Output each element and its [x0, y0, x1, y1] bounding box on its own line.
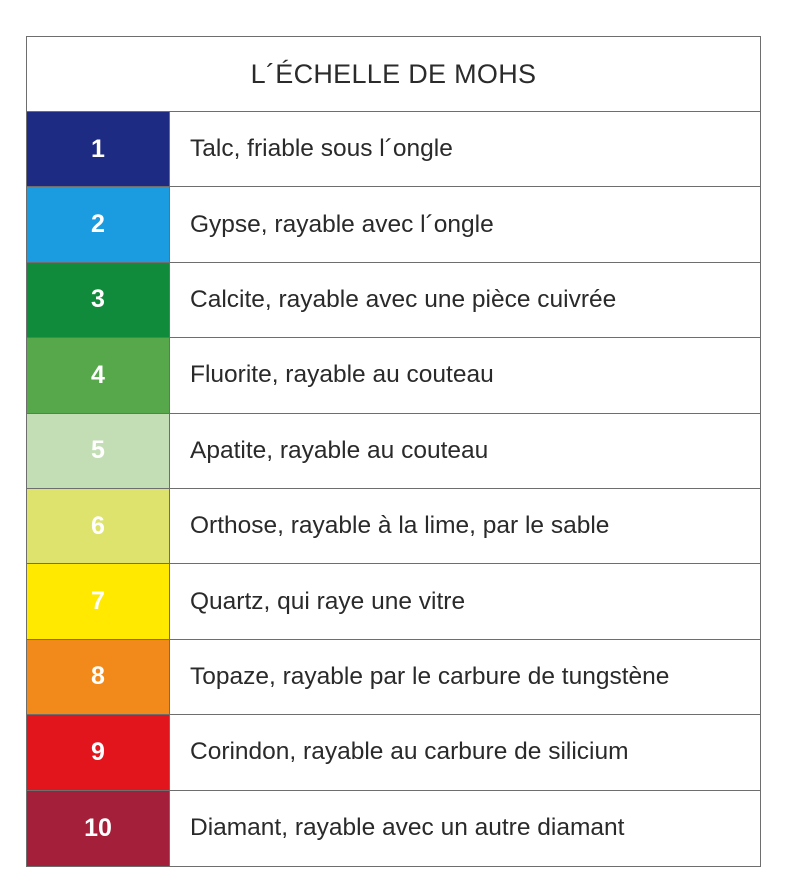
mineral-description-cell: Corindon, rayable au carbure de silicium — [169, 715, 760, 789]
hardness-level-cell: 3 — [27, 263, 169, 337]
table-row — [27, 112, 760, 187]
hardness-level-cell: 2 — [27, 187, 169, 261]
mineral-description-cell: Quartz, qui raye une vitre — [169, 564, 760, 638]
mohs-scale-table — [26, 36, 761, 867]
hardness-level-cell: 5 — [27, 414, 169, 488]
table-row — [27, 187, 760, 262]
mineral-description-cell: Fluorite, rayable au couteau — [169, 338, 760, 412]
hardness-level-cell: 8 — [27, 640, 169, 714]
table-row — [27, 338, 760, 413]
mineral-description-cell: Topaze, rayable par le carbure de tungstène — [169, 640, 760, 714]
hardness-level-cell: 9 — [27, 715, 169, 789]
mineral-description-cell: Apatite, rayable au couteau — [169, 414, 760, 488]
hardness-level-cell: 4 — [27, 338, 169, 412]
mineral-description-cell: Calcite, rayable avec une pièce cuivrée — [169, 263, 760, 337]
table-row — [27, 489, 760, 564]
mineral-description-cell: Orthose, rayable à la lime, par le sable — [169, 489, 760, 563]
hardness-level-cell: 10 — [27, 791, 169, 866]
table-row — [27, 640, 760, 715]
hardness-level-cell: 6 — [27, 489, 169, 563]
table-row — [27, 564, 760, 639]
mineral-description-cell: Diamant, rayable avec un autre diamant — [169, 791, 760, 866]
hardness-level-cell: 7 — [27, 564, 169, 638]
mineral-description-cell: Talc, friable sous l´ongle — [169, 112, 760, 186]
table-row — [27, 791, 760, 866]
table-row — [27, 414, 760, 489]
table-row — [27, 263, 760, 338]
hardness-level-cell: 1 — [27, 112, 169, 186]
table-title: L´ÉCHELLE DE MOHS — [27, 37, 760, 112]
table-row — [27, 715, 760, 790]
mineral-description-cell: Gypse, rayable avec l´ongle — [169, 187, 760, 261]
